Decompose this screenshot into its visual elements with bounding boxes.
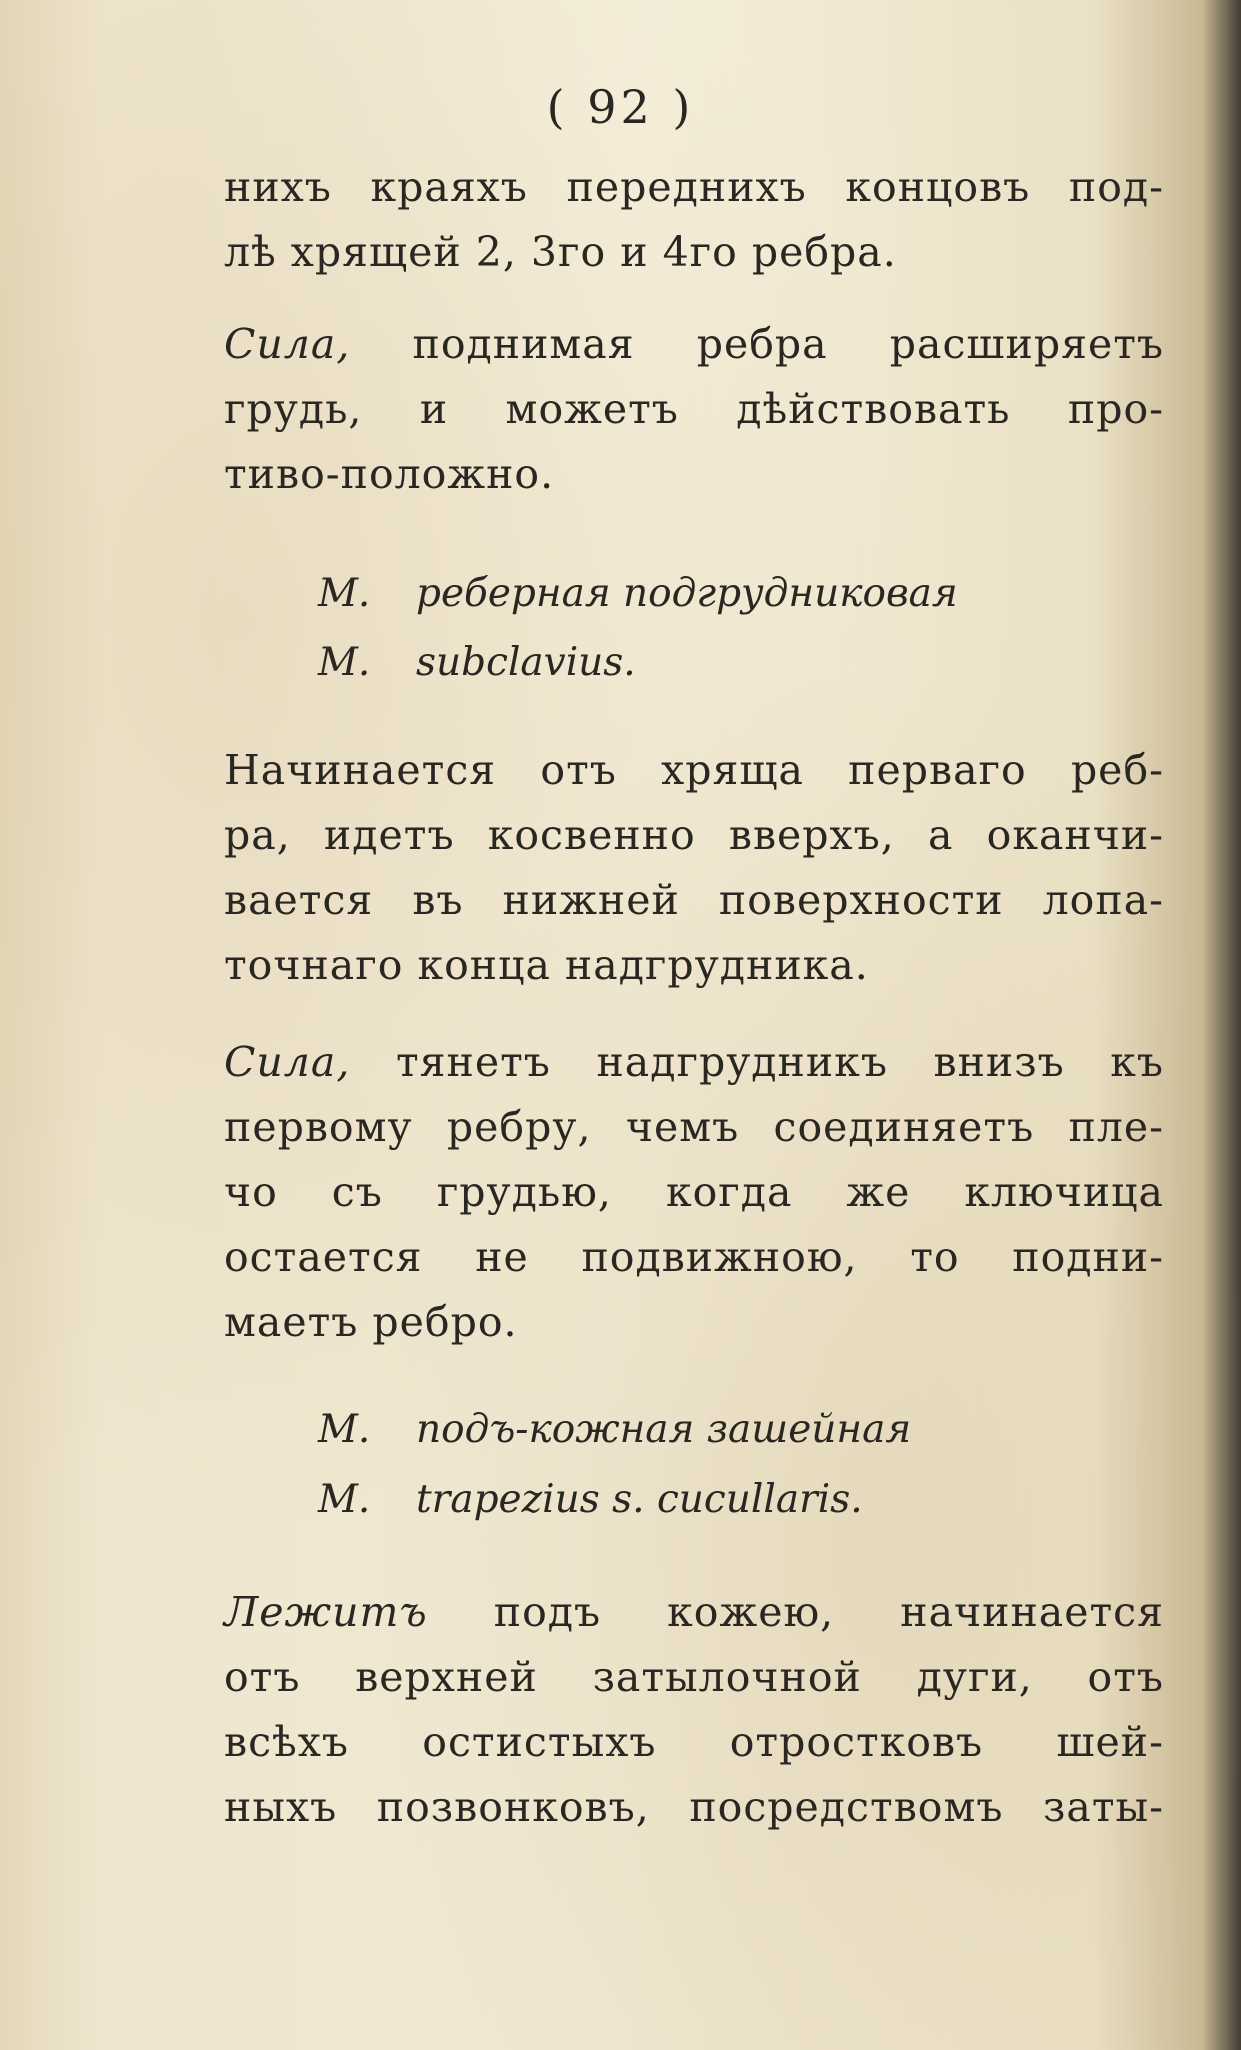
- muscle-heading-latin: [318, 1469, 863, 1531]
- page-edge-shadow: [1201, 0, 1241, 2050]
- muscle-heading-russian: [318, 563, 958, 625]
- paragraph-lead: Сила,: [224, 1038, 351, 1086]
- paragraph-lead: Сила,: [224, 320, 351, 368]
- text-line: нихъ краяхъ переднихъ концовъ под-: [224, 163, 1164, 211]
- text-line: Сила, тянетъ надгрудникъ внизъ къ: [224, 1038, 1164, 1086]
- text-line: ра, идетъ косвенно вверхъ, а оканчи-: [224, 811, 1164, 859]
- muscle-name-russian: реберная подгрудниковая: [416, 571, 958, 616]
- text-line: чо съ грудью, когда же ключица: [224, 1168, 1164, 1216]
- muscle-abbr: M.: [318, 1477, 371, 1522]
- text-line: вается въ нижней поверхности лопа-: [224, 876, 1164, 924]
- paragraph-origin-1: [224, 738, 1164, 998]
- text-line: Лежитъ подъ кожею, начинается: [224, 1588, 1164, 1636]
- text-line: отъ верхней затылочной дуги, отъ: [224, 1653, 1164, 1701]
- muscle-name-latin: subclavius.: [416, 640, 636, 685]
- text-line: Начинается отъ хряща перваго реб-: [224, 746, 1164, 794]
- paragraph-action-1: [224, 312, 1164, 507]
- text-line: тиво-положно.: [224, 450, 555, 498]
- paragraph-action-2: [224, 1030, 1164, 1355]
- text-line: Сила, поднимая ребра расширяетъ: [224, 320, 1164, 368]
- page-number: ( 92 ): [546, 80, 695, 134]
- muscle-abbr: M.: [318, 571, 371, 616]
- paragraph-lead: Лежитъ: [224, 1588, 428, 1636]
- muscle-heading-russian: [318, 1399, 911, 1461]
- muscle-abbr: M.: [318, 640, 371, 685]
- muscle-heading-latin: [318, 632, 636, 694]
- muscle-abbr: M.: [318, 1407, 371, 1452]
- text-line: ныхъ позвонковъ, посредствомъ заты-: [224, 1783, 1164, 1831]
- text-line: первому ребру, чемъ соединяетъ пле-: [224, 1103, 1164, 1151]
- muscle-name-russian: подъ-кожная зашейная: [416, 1407, 912, 1452]
- paragraph-origin-2: [224, 1580, 1164, 1840]
- text-line: маетъ ребро.: [224, 1298, 518, 1346]
- text-line: всѣхъ остистыхъ отростковъ шей-: [224, 1718, 1164, 1766]
- text-line: точнаго конца надгрудника.: [224, 941, 869, 989]
- text-line: остается не подвижною, то подни-: [224, 1233, 1164, 1281]
- text-line: лѣ хрящей 2, 3го и 4го ребра.: [224, 228, 897, 276]
- paragraph-continuation: [224, 155, 1164, 285]
- muscle-name-latin: trapezius s. cucullaris.: [416, 1477, 863, 1522]
- text-line: грудь, и можетъ дѣйствовать про-: [224, 385, 1164, 433]
